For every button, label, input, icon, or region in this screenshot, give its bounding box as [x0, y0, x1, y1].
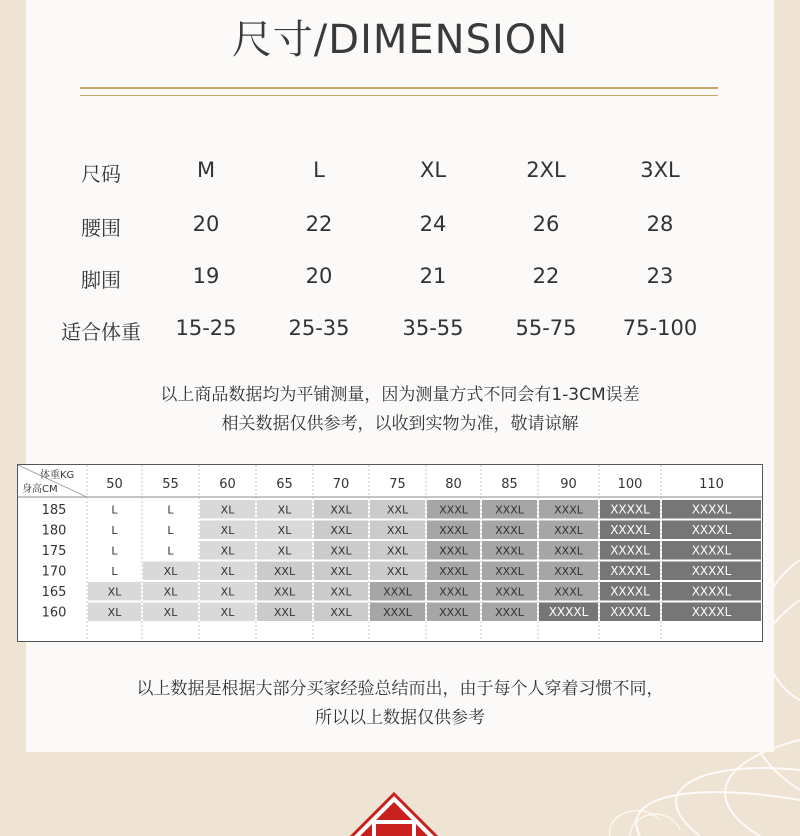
size-cell-label: L [167, 524, 174, 537]
height-label: 165 [41, 585, 67, 600]
size-cell-label: XXXXL [691, 523, 732, 537]
waist-cell: 22 [305, 212, 333, 236]
size-cell-label: XL [277, 503, 292, 517]
height-label: 170 [41, 564, 67, 580]
waist-cell: 26 [532, 212, 560, 236]
foot-cell: 20 [305, 264, 333, 288]
size-cell-label: XXXL [554, 503, 583, 517]
foot-cell: 22 [532, 264, 560, 288]
size-cell-label: XXXL [439, 503, 468, 517]
size-cell-label: XXXL [554, 544, 583, 558]
size-cell-label: XXXL [554, 585, 583, 599]
size-cell-label: XL [277, 524, 292, 537]
size-cell-label: XXL [273, 565, 296, 578]
size-cell-label: XXL [330, 565, 352, 578]
size-cell-label: L [111, 503, 118, 517]
size-cell-label: XXL [386, 544, 409, 558]
size-cell-label: XXXL [554, 565, 583, 578]
weight-header: 55 [162, 477, 179, 492]
size-cell-label: XXXL [495, 544, 524, 558]
experience-note-line1: 以上数据是根据大部分买家经验总结而出，由于每个人穿着习惯不同， [136, 679, 664, 699]
waist-row [26, 212, 774, 256]
size-cell-label: XXXL [439, 544, 468, 558]
size-cell-label: XXXL [554, 524, 583, 537]
size-cell: 3XL [640, 158, 680, 182]
measurement-note-line1: 以上商品数据均为平铺测量，因为测量方式不同会有1-3CM误差 [160, 385, 640, 405]
weight-cell: 25-35 [288, 316, 350, 340]
size-cell-label: XL [163, 565, 178, 578]
height-label: 180 [41, 523, 67, 539]
weight-header: 110 [699, 477, 724, 492]
size-cell-label: XXXXL [691, 605, 732, 619]
weight-label: 适合体重 [61, 320, 141, 344]
size-cell-label: XXL [273, 585, 296, 599]
weight-header: 80 [445, 477, 462, 492]
weight-cell: 35-55 [402, 316, 464, 340]
size-cell-label: XXL [330, 503, 352, 517]
size-cell-label: XL [163, 585, 178, 599]
size-cell: XL [419, 158, 447, 182]
waist-cell: 20 [192, 212, 220, 236]
size-cell-label: XL [107, 606, 122, 619]
weight-header: 75 [389, 477, 406, 492]
size-cell-label: XL [220, 606, 235, 619]
experience-note-line2: 所以以上数据仅供参考 [315, 708, 485, 728]
size-cell: M [196, 158, 216, 182]
size-cell-label: XXXXL [610, 502, 650, 517]
weight-cell: 55-75 [515, 316, 577, 340]
size-header-label: 尺码 [81, 162, 121, 186]
size-header-row [26, 158, 774, 202]
red-badge [344, 790, 444, 836]
size-cell-label: XL [220, 565, 235, 578]
weight-header: 100 [617, 477, 643, 492]
foot-label: 脚围 [81, 268, 121, 292]
weight-cell: 15-25 [175, 316, 237, 340]
weight-cell: 75-100 [622, 316, 698, 340]
weight-header: 60 [219, 477, 236, 492]
size-cell-label: XXXL [495, 503, 524, 517]
size-cell: L [313, 158, 325, 182]
title-divider-thin [80, 95, 718, 96]
height-weight-chart [17, 464, 763, 642]
size-cell-label: XXXXL [691, 543, 732, 558]
foot-cell: 21 [419, 264, 447, 288]
size-cell-label: XXXXL [610, 543, 650, 558]
weight-header: 50 [106, 477, 123, 492]
size-cell-label: XXL [330, 524, 352, 537]
height-label: 160 [41, 605, 67, 621]
height-label: 185 [41, 503, 67, 518]
size-cell-label: XXL [330, 544, 352, 558]
size-cell-label: L [111, 544, 118, 558]
size-cell-label: XXXXL [610, 584, 650, 599]
red-badge-shape [344, 790, 444, 836]
size-cell-label: XXL [330, 585, 352, 599]
size-cell-label: XXXL [383, 606, 412, 619]
waist-cell: 24 [419, 212, 447, 236]
size-cell-label: XXXL [439, 606, 468, 619]
size-cell-label: L [167, 503, 174, 517]
size-cell-label: XXXL [495, 585, 524, 599]
size-cell-label: XL [220, 585, 235, 599]
foot-row [26, 264, 774, 308]
size-cell-label: XXL [386, 503, 409, 517]
size-cell-label: XXXL [495, 524, 524, 537]
size-cell-label: XL [107, 585, 122, 599]
page-title: 尺寸/DIMENSION [231, 17, 569, 63]
size-cell-label: XXXXL [610, 605, 650, 619]
size-cell-label: XXL [273, 606, 296, 619]
size-cell-label: XL [220, 544, 235, 558]
size-cell-label: XXXXL [610, 564, 650, 578]
waist-label: 腰围 [81, 216, 121, 240]
title-divider [80, 87, 718, 89]
weight-header: 85 [501, 477, 518, 492]
height-label: 175 [41, 544, 67, 559]
size-cell-label: XXXXL [691, 584, 732, 599]
size-cell-label: XXL [386, 524, 409, 537]
weight-header: 70 [332, 477, 350, 492]
weight-row [26, 316, 774, 360]
size-cell-label: XXXL [439, 565, 468, 578]
foot-cell: 23 [646, 264, 674, 288]
weight-header: 65 [276, 477, 293, 492]
size-cell-label: XXL [386, 565, 409, 578]
size-cell-label: XXXL [495, 565, 524, 578]
height-weight-grid [18, 465, 762, 641]
size-cell-label: XXXL [439, 585, 468, 599]
size-cell-label: XL [277, 544, 292, 558]
size-cell-label: XXXXL [548, 605, 589, 619]
size-cell-label: XXXL [495, 606, 524, 619]
size-cell-label: XXL [330, 606, 352, 619]
size-cell-label: XXXXL [610, 523, 650, 537]
weight-header: 90 [560, 477, 577, 492]
size-cell-label: XXXXL [691, 564, 732, 578]
size-cell-label: L [167, 544, 174, 558]
size-cell-label: XXXL [383, 585, 412, 599]
waist-cell: 28 [646, 212, 674, 236]
corner-weight-label: 体重KG [40, 470, 75, 481]
foot-cell: 19 [192, 264, 220, 288]
size-cell-label: XL [220, 524, 235, 537]
size-cell-label: XXXXL [691, 502, 732, 517]
size-cell-label: L [111, 565, 118, 578]
size-cell: 2XL [526, 158, 566, 182]
size-cell-label: XL [220, 503, 235, 517]
size-cell-label: XXXL [439, 524, 468, 537]
size-cell-label: L [111, 524, 118, 537]
measurement-note-line2: 相关数据仅供参考，以收到实物为准，敬请谅解 [221, 414, 579, 434]
corner-height-label: 身高CM [22, 484, 58, 495]
size-cell-label: XL [163, 606, 178, 619]
